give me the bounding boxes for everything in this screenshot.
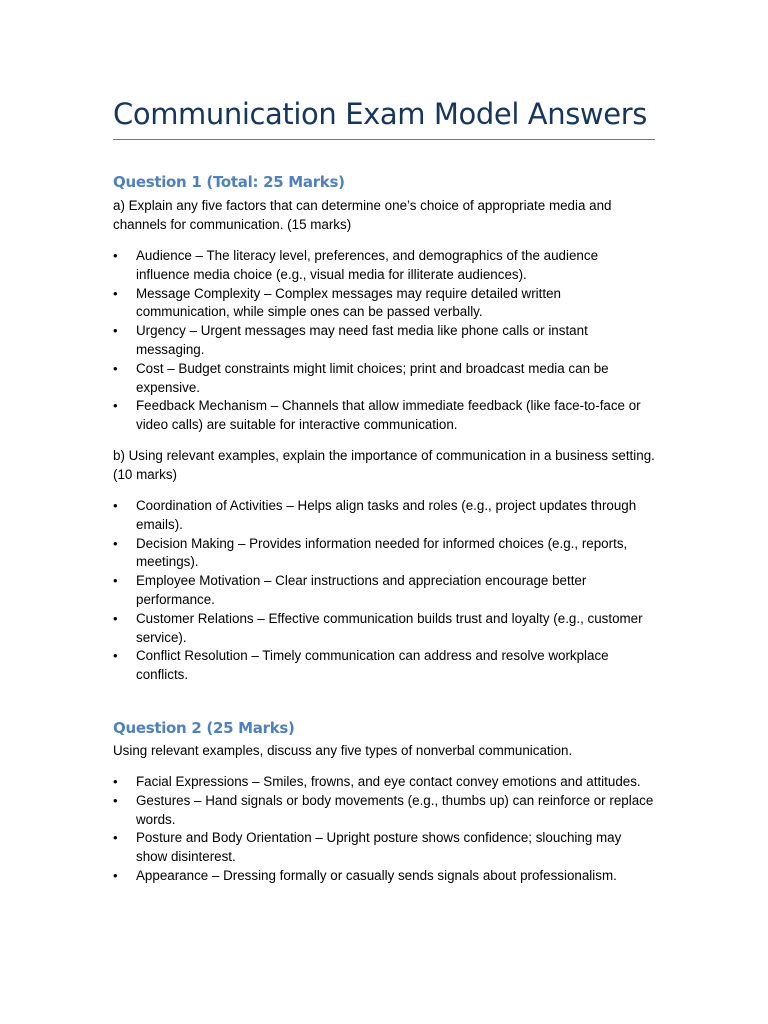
list-item: [113, 773, 655, 792]
bullet-icon: •: [113, 248, 118, 263]
list-item: [113, 829, 655, 867]
bullet-icon: •: [113, 535, 118, 551]
question-1b-list: [113, 497, 655, 685]
bullet-icon: •: [113, 792, 118, 808]
list-item: [113, 360, 655, 398]
question-2-list: [113, 773, 655, 886]
bullet-icon: •: [113, 830, 118, 846]
list-item-text: Gestures – Hand signals or body movements (e.g., thumbs up) can reinforce or replace words.: [136, 792, 654, 827]
question-1a-prompt: a) Explain any five factors that can determine one’s choice of appropriate media and channels for communication. (15 marks): [113, 198, 612, 232]
list-item-text: Audience – The literacy level, preferences, and demographics of the audience influence media choice (e.g., visual media for illiterate audiences).: [136, 248, 599, 282]
list-item-text: Customer Relations – Effective communication builds trust and loyalty (e.g., customer service).: [136, 610, 643, 645]
question-1a-list: [113, 247, 655, 435]
list-item: [113, 247, 655, 285]
bullet-icon: •: [113, 610, 118, 626]
list-item-text: Cost – Budget constraints might limit choices; print and broadcast media can be expensive.: [136, 360, 609, 395]
bullet-icon: •: [113, 323, 118, 339]
list-item: [113, 792, 655, 830]
bullet-icon: •: [113, 573, 118, 589]
question-1b-prompt: b) Using relevant examples, explain the importance of communication in a business setting. (10 marks): [113, 448, 655, 482]
list-item: [113, 397, 655, 435]
title-underline: [113, 139, 655, 140]
bullet-icon: •: [113, 867, 118, 883]
bullet-icon: •: [113, 648, 118, 664]
bullet-icon: •: [113, 398, 118, 414]
list-item-text: Conflict Resolution – Timely communication can address and resolve workplace conflicts.: [136, 648, 609, 683]
list-item: [113, 322, 655, 360]
bullet-icon: •: [113, 285, 118, 301]
question-1-heading: Question 1 (Total: 25 Marks): [113, 173, 345, 191]
list-item-text: Employee Motivation – Clear instructions and appreciation encourage better performance.: [136, 573, 587, 607]
list-item-text: Appearance – Dressing formally or casually sends signals about professionalism.: [136, 867, 617, 883]
list-item: [113, 867, 655, 886]
list-item-text: Message Complexity – Complex messages may require detailed written communication, while simple ones can be passed verbally.: [136, 285, 561, 320]
list-item: [113, 497, 655, 535]
list-item-text: Posture and Body Orientation – Upright posture shows confidence; slouching may show disinterest.: [136, 830, 622, 865]
list-item-text: Urgency – Urgent messages may need fast media like phone calls or instant messaging.: [136, 323, 588, 357]
list-item-text: Facial Expressions – Smiles, frowns, and eye contact convey emotions and attitudes.: [136, 774, 641, 789]
list-item: [113, 535, 655, 573]
question-2-heading: Question 2 (25 Marks): [113, 719, 295, 737]
bullet-icon: •: [113, 360, 118, 376]
list-item-text: Decision Making – Provides information needed for informed choices (e.g., reports, meetings).: [136, 535, 628, 570]
bullet-icon: •: [113, 774, 118, 789]
list-item: [113, 647, 655, 685]
list-item: [113, 610, 655, 648]
list-item-text: Coordination of Activities – Helps align tasks and roles (e.g., project updates through emails).: [136, 498, 637, 532]
list-item: [113, 285, 655, 323]
question-2-prompt: Using relevant examples, discuss any five types of nonverbal communication.: [113, 743, 573, 758]
document-title: Communication Exam Model Answers: [113, 97, 647, 131]
list-item: [113, 572, 655, 610]
bullet-icon: •: [113, 498, 118, 513]
list-item-text: Feedback Mechanism – Channels that allow immediate feedback (like face-to-face or video calls) are suitable for interactive communication.: [136, 398, 641, 433]
